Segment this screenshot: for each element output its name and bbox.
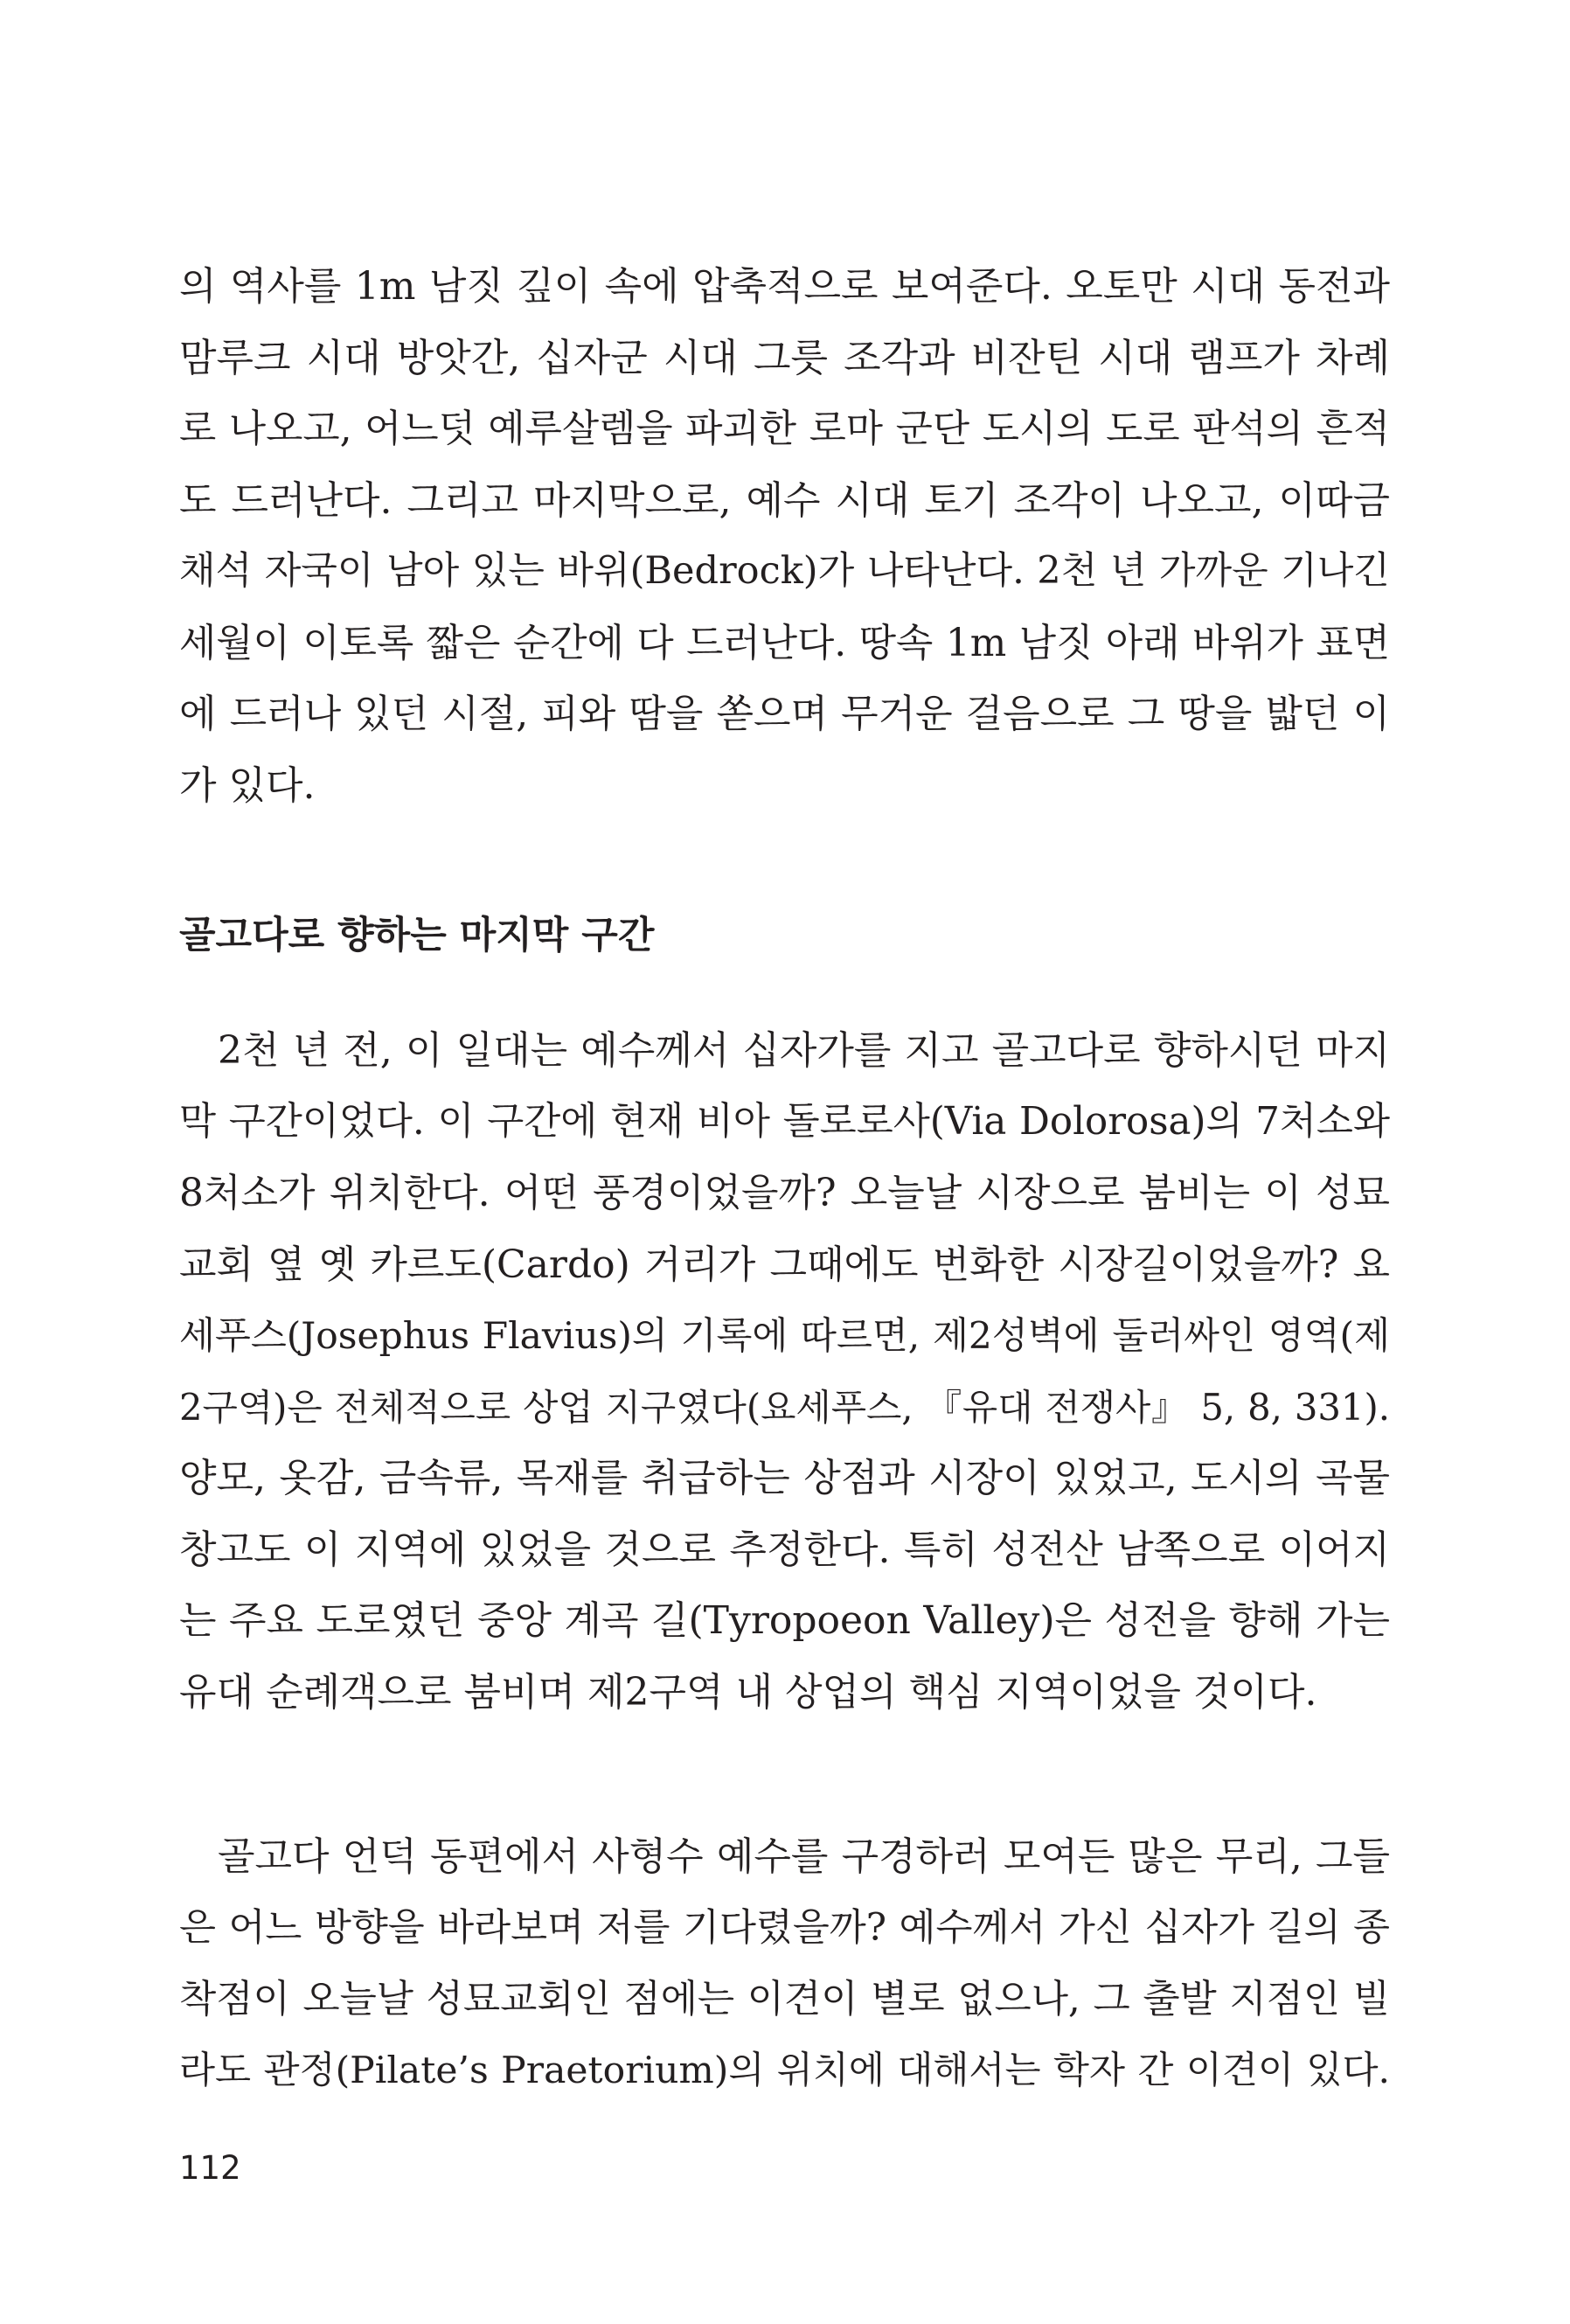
text-line: 창고도 이 지역에 있었을 것으로 추정한다. 특히 성전산 남쪽으로 이어지: [179, 1527, 1390, 1572]
text-line: 착점이 오늘날 성묘교회인 점에는 이견이 별로 없으나, 그 출발 지점인 빌: [179, 1977, 1390, 2021]
text-line: 로 나오고, 어느덧 예루살렘을 파괴한 로마 군단 도시의 도로 판석의 흔적: [179, 407, 1390, 451]
text-line: 유대 순례객으로 붐비며 제2구역 내 상업의 핵심 지역이었을 것이다.: [179, 1669, 1317, 1715]
text-line: 양모, 옷감, 금속류, 목재를 취급하는 상점과 시장이 있었고, 도시의 곡물: [179, 1456, 1390, 1500]
text-line: 가 있다.: [179, 762, 316, 808]
page-number: 112: [179, 2149, 241, 2187]
paragraph-last-section: [179, 1015, 1390, 1728]
paragraph-intro: [179, 251, 1390, 821]
text-line: 세푸스(Josephus Flavius)의 기록에 따르면, 제2성벽에 둘러싸인 영역(제: [179, 1314, 1390, 1357]
text-line: 라도 관정(Pilate’s Praetorium)의 위치에 대해서는 학자 간 이견이 있다.: [179, 2049, 1390, 2092]
text-line: 맘루크 시대 방앗간, 십자군 시대 그릇 조각과 비잔틴 시대 램프가 차례: [179, 335, 1390, 380]
text-line: 8처소가 위치한다. 어떤 풍경이었을까? 오늘날 시장으로 붐비는 이 성묘: [179, 1171, 1390, 1215]
text-line: 의 역사를 1m 남짓 깊이 속에 압축적으로 보여준다. 오토만 시대 동전과: [179, 264, 1390, 309]
paragraph-golgotha: [179, 1821, 1390, 2106]
section-heading: 골고다로 향하는 마지막 구간: [179, 914, 655, 957]
text-line: 에 드러나 있던 시절, 피와 땀을 쏟으며 무거운 걸음으로 그 땅을 밟던 이: [179, 692, 1390, 736]
text-line: 2천 년 전, 이 일대는 예수께서 십자가를 지고 골고다로 향하시던 마지: [218, 1028, 1390, 1073]
text-line: 교회 옆 옛 카르도(Cardo) 거리가 그때에도 번화한 시장길이었을까? 요: [179, 1242, 1390, 1287]
text-line: 는 주요 도로였던 중앙 계곡 길(Tyropoeon Valley)은 성전을 향해 가는: [179, 1598, 1390, 1643]
text-line: 세월이 이토록 짧은 순간에 다 드러난다. 땅속 1m 남짓 아래 바위가 표면: [179, 620, 1390, 665]
text-line: 도 드러난다. 그리고 마지막으로, 예수 시대 토기 조각이 나오고, 이따금: [179, 477, 1390, 523]
text-line: 채석 자국이 남아 있는 바위(Bedrock)가 나타난다. 2천 년 가까운 기나긴: [179, 549, 1390, 593]
text-line: 은 어느 방향을 바라보며 저를 기다렸을까? 예수께서 가신 십자가 길의 종: [179, 1905, 1390, 1950]
text-line: 막 구간이었다. 이 구간에 현재 비아 돌로로사(Via Dolorosa)의 7처소와: [179, 1099, 1390, 1144]
text-line: 2구역)은 전체적으로 상업 지구였다(요세푸스, 『유대 전쟁사』 5, 8, 331).: [179, 1385, 1390, 1429]
text-line: 골고다 언덕 동편에서 사형수 예수를 구경하러 모여든 많은 무리, 그들: [218, 1834, 1390, 1879]
